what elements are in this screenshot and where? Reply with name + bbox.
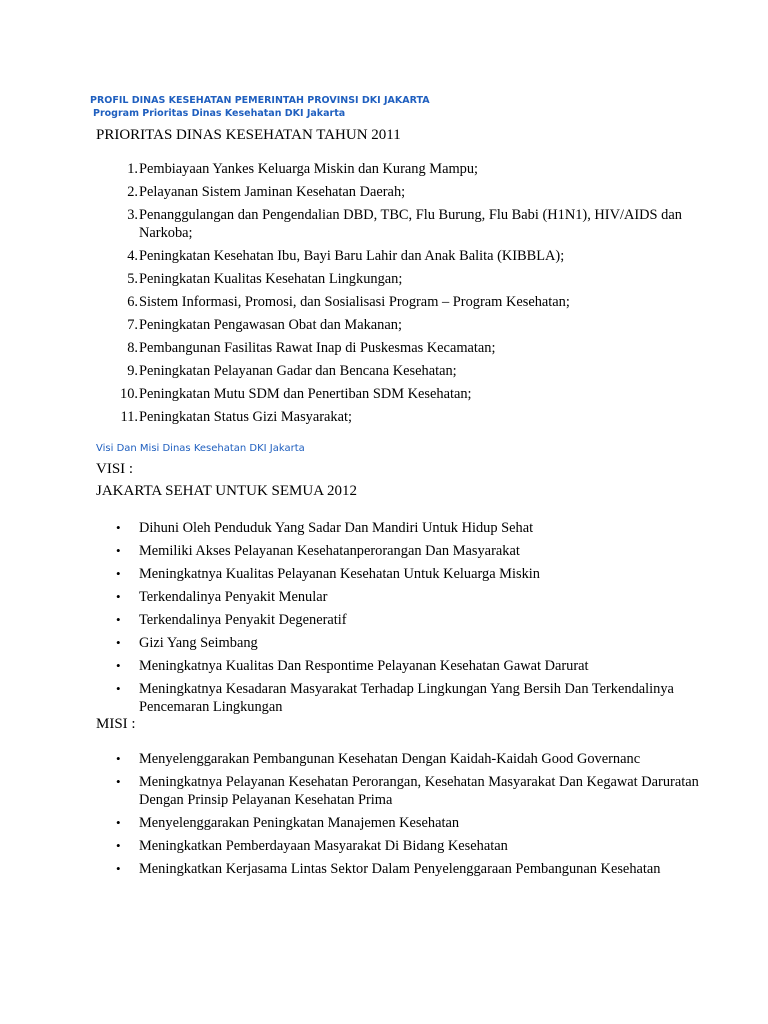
bullet-icon: • [116, 815, 121, 830]
bullet-icon: • [116, 751, 121, 766]
list-number: 1. [127, 161, 138, 177]
list-item [96, 362, 736, 380]
list-item-text: Peningkatan Pengawasan Obat dan Makanan; [139, 317, 402, 333]
list-item-text: Meningkatkan Pemberdayaan Masyarakat Di Bidang Kesehatan [139, 838, 508, 854]
list-item-text: Pelayanan Sistem Jaminan Kesehatan Daerah; [139, 184, 406, 200]
bullet-icon: • [116, 589, 121, 604]
list-number: 9. [127, 363, 138, 379]
visi-label: VISI : [96, 461, 134, 477]
list-item [96, 385, 736, 403]
visi-statement: JAKARTA SEHAT UNTUK SEMUA 2012 [96, 483, 357, 499]
list-item-text: Peningkatan Pelayanan Gadar dan Bencana Kesehatan; [139, 363, 457, 379]
list-item [96, 206, 736, 242]
list-item [96, 565, 736, 583]
list-item [96, 837, 736, 855]
list-item [96, 657, 736, 675]
list-item-text: Penanggulangan dan Pengendalian DBD, TBC, Flu Burung, Flu Babi (H1N1), HIV/AIDS dan Narkoba; [139, 207, 682, 241]
list-item-text: Terkendalinya Penyakit Menular [139, 589, 328, 605]
list-item-text: Memiliki Akses Pelayanan Kesehatanperorangan Dan Masyarakat [139, 543, 520, 559]
bullet-icon: • [116, 520, 121, 535]
misi-list [96, 750, 736, 883]
list-item-text: Peningkatan Status Gizi Masyarakat; [139, 409, 353, 425]
misi-label: MISI : [96, 716, 136, 732]
list-number: 4. [127, 248, 138, 264]
program-title: Program Prioritas Dinas Kesehatan DKI Jakarta [93, 108, 346, 119]
list-item-text: Pembangunan Fasilitas Rawat Inap di Puskesmas Kecamatan; [139, 340, 496, 356]
list-item-text: Meningkatnya Kualitas Dan Respontime Pelayanan Kesehatan Gawat Darurat [139, 658, 589, 674]
priorities-list [96, 160, 736, 431]
list-number: 5. [127, 271, 138, 287]
list-item [96, 588, 736, 606]
list-number: 2. [127, 184, 138, 200]
list-number: 11. [120, 409, 138, 425]
list-number: 6. [127, 294, 138, 310]
bullet-icon: • [116, 681, 121, 696]
bullet-icon: • [116, 566, 121, 581]
bullet-icon: • [116, 635, 121, 650]
list-item-text: Peningkatan Kesehatan Ibu, Bayi Baru Lahir dan Anak Balita (KIBBLA); [139, 248, 565, 264]
list-item [96, 680, 736, 716]
list-item-text: Peningkatan Mutu SDM dan Penertiban SDM Kesehatan; [139, 386, 472, 402]
list-number: 10. [120, 386, 138, 402]
list-item [96, 542, 736, 560]
bullet-icon: • [116, 838, 121, 853]
list-item [96, 611, 736, 629]
bullet-icon: • [116, 612, 121, 627]
list-item [96, 247, 736, 265]
priorities-heading: PRIORITAS DINAS KESEHATAN TAHUN 2011 [96, 127, 401, 143]
list-item [96, 773, 736, 809]
list-item [96, 160, 736, 178]
list-item [96, 293, 736, 311]
list-item [96, 814, 736, 832]
bullet-icon: • [116, 861, 121, 876]
list-item-text: Sistem Informasi, Promosi, dan Sosialisasi Program – Program Kesehatan; [139, 294, 570, 310]
list-item [96, 860, 736, 878]
visi-list [96, 519, 736, 721]
list-item-text: Menyelenggarakan Pembangunan Kesehatan Dengan Kaidah-Kaidah Good Governanc [139, 751, 641, 767]
list-item-text: Dihuni Oleh Penduduk Yang Sadar Dan Mandiri Untuk Hidup Sehat [139, 520, 534, 536]
list-item [96, 270, 736, 288]
list-item-text: Meningkatnya Kesadaran Masyarakat Terhadap Lingkungan Yang Bersih Dan Terkendalinya Pencemaran Lingkungan [139, 681, 674, 715]
vision-mission-title: Visi Dan Misi Dinas Kesehatan DKI Jakarta [96, 443, 305, 454]
list-item [96, 316, 736, 334]
list-item [96, 750, 736, 768]
list-item [96, 634, 736, 652]
bullet-icon: • [116, 658, 121, 673]
list-item [96, 183, 736, 201]
list-number: 3. [127, 207, 138, 223]
list-number: 8. [127, 340, 138, 356]
list-item-text: Meningkatnya Pelayanan Kesehatan Perorangan, Kesehatan Masyarakat Dan Kegawat Daruratan Dengan Prinsip Pelayanan Kesehatan Prima [139, 774, 699, 808]
list-item-text: Gizi Yang Seimbang [139, 635, 258, 651]
list-item-text: Terkendalinya Penyakit Degeneratif [139, 612, 347, 628]
bullet-icon: • [116, 774, 121, 789]
list-item-text: Pembiayaan Yankes Keluarga Miskin dan Kurang Mampu; [139, 161, 479, 177]
list-item-text: Menyelenggarakan Peningkatan Manajemen Kesehatan [139, 815, 460, 831]
profile-title: PROFIL DINAS KESEHATAN PEMERINTAH PROVINSI DKI JAKARTA [90, 95, 430, 106]
list-item-text: Peningkatan Kualitas Kesehatan Lingkungan; [139, 271, 403, 287]
list-item [96, 408, 736, 426]
list-item-text: Meningkatnya Kualitas Pelayanan Kesehatan Untuk Keluarga Miskin [139, 566, 540, 582]
bullet-icon: • [116, 543, 121, 558]
list-item-text: Meningkatkan Kerjasama Lintas Sektor Dalam Penyelenggaraan Pembangunan Kesehatan [139, 861, 661, 877]
list-item [96, 339, 736, 357]
list-number: 7. [127, 317, 138, 333]
list-item [96, 519, 736, 537]
